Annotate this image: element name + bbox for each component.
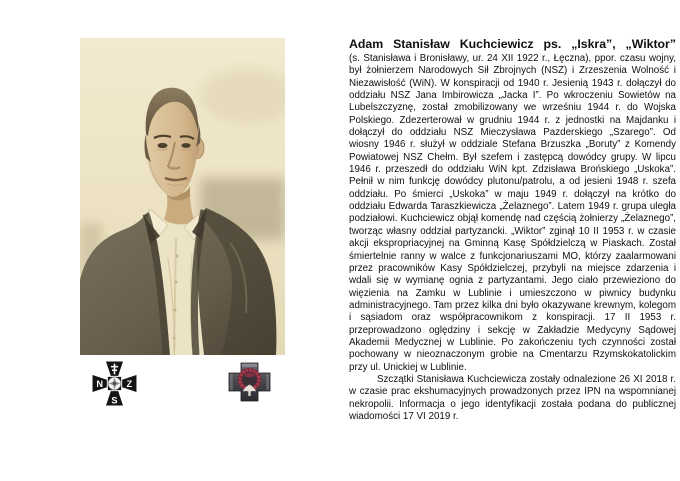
eagle-rosette-icon [108,377,121,390]
wreath-cross-icon [227,361,272,403]
biography-article [349,37,676,423]
article-title: Adam Stanisław Kuchciewicz ps. „Iskra”, „Wiktor” [349,37,676,51]
nsz-letter-n: N [96,379,104,390]
biography-paragraph-2: Szczątki Stanisława Kuchciewicza zostały odnalezione 26 XI 2018 r. w czasie prac ekshumacyjnych prowadzonych przez IPN na wspomnianej nekropolii. Informacja o jego identyfikacji została podana do publicznej wiadomości 17 VI 2019 r. [349,373,676,422]
nsz-cross-icon [91,360,138,407]
nsz-letter-z: Z [126,379,133,390]
biography-paragraph-1: (s. Stanisława i Bronisławy, ur. 24 XII 1922 r., Łęczna), ppor. czasu wojny, był żołnierzem Narodowych Sił Zbrojnych (NSZ) i Zrzeszenia Wolność i Niezawisłość (WiN). W konspiracji od 1940 r. Jesienią 1943 r. dołączył do oddziału NSZ Jana Imbirowicza „Jacka I”. Po wkroczeniu Sowietów na Lubelszczyznę, został zmobilizowany we wrześniu 1944 r. do Wojska Polskiego. Zdezerterował w grudniu 1944 r. z jednostki na Majdanku i dołączył do oddziału NSZ Mieczysława Pazderskiego „Szarego”. Od wiosny 1946 r. służył w oddziale Stefana Brzuszka „Boruty” z Komendy Powiatowej NSZ Chełm. Był szefem i zastępcą dowódcy grupy. W lipcu 1946 r. przeszedł do oddziału WiN kpt. Zdzisława Brońskiego „Uskoka”. Pełnił w nim funkcję dowódcy plutonu/patrolu, a od jesieni 1948 r. szefa oddziału. Po śmierci „Uskoka” w maju 1949 r. dołączył na krótko do oddziału Edwarda Taraszkiewicza „Żelaznego”. Latem 1949 r. grupa uległa podziałowi. Kuchciewicz objął komendę nad częścią żołnierzy „Żelaznego”, tworząc własny oddział partyzancki. „Wiktor” zginął 10 II 1953 r. w czasie akcji ekspropriacyjnej na Gminną Kasę Spółdzielczą w Piaskach. Został śmiertelnie ranny w walce z funkcjonariuszami MO, którzy zaalarmowani przez pracowników Kasy Spółdzielczej, przybyli na miejsce zdarzenia i wdali się w wymianę ognia z partyzantami. Jego ciało przewieziono do więzienia na Zamku w Lublinie i umieszczono w piwnicy budynku administracyjnego. Tam przez kilka dni było okazywane krewnym, kolegom i sąsiadom oraz współpracownikom z konspiracji. 17 II 1953 r. przeprowadzono oględziny i sekcję w Zakładzie Medycyny Sądowej Akademii Medycznej w Lublinie. Po zakończeniu tych czynności został pochowany w nieoznaczonym grobie na Cmentarzu Rzymskokatolickim przy ul. Unickiej w Lublinie. [349,53,676,373]
portrait-photo [80,38,285,355]
portrait-photo-graphic [80,38,285,355]
nsz-letter-s: S [111,395,118,406]
